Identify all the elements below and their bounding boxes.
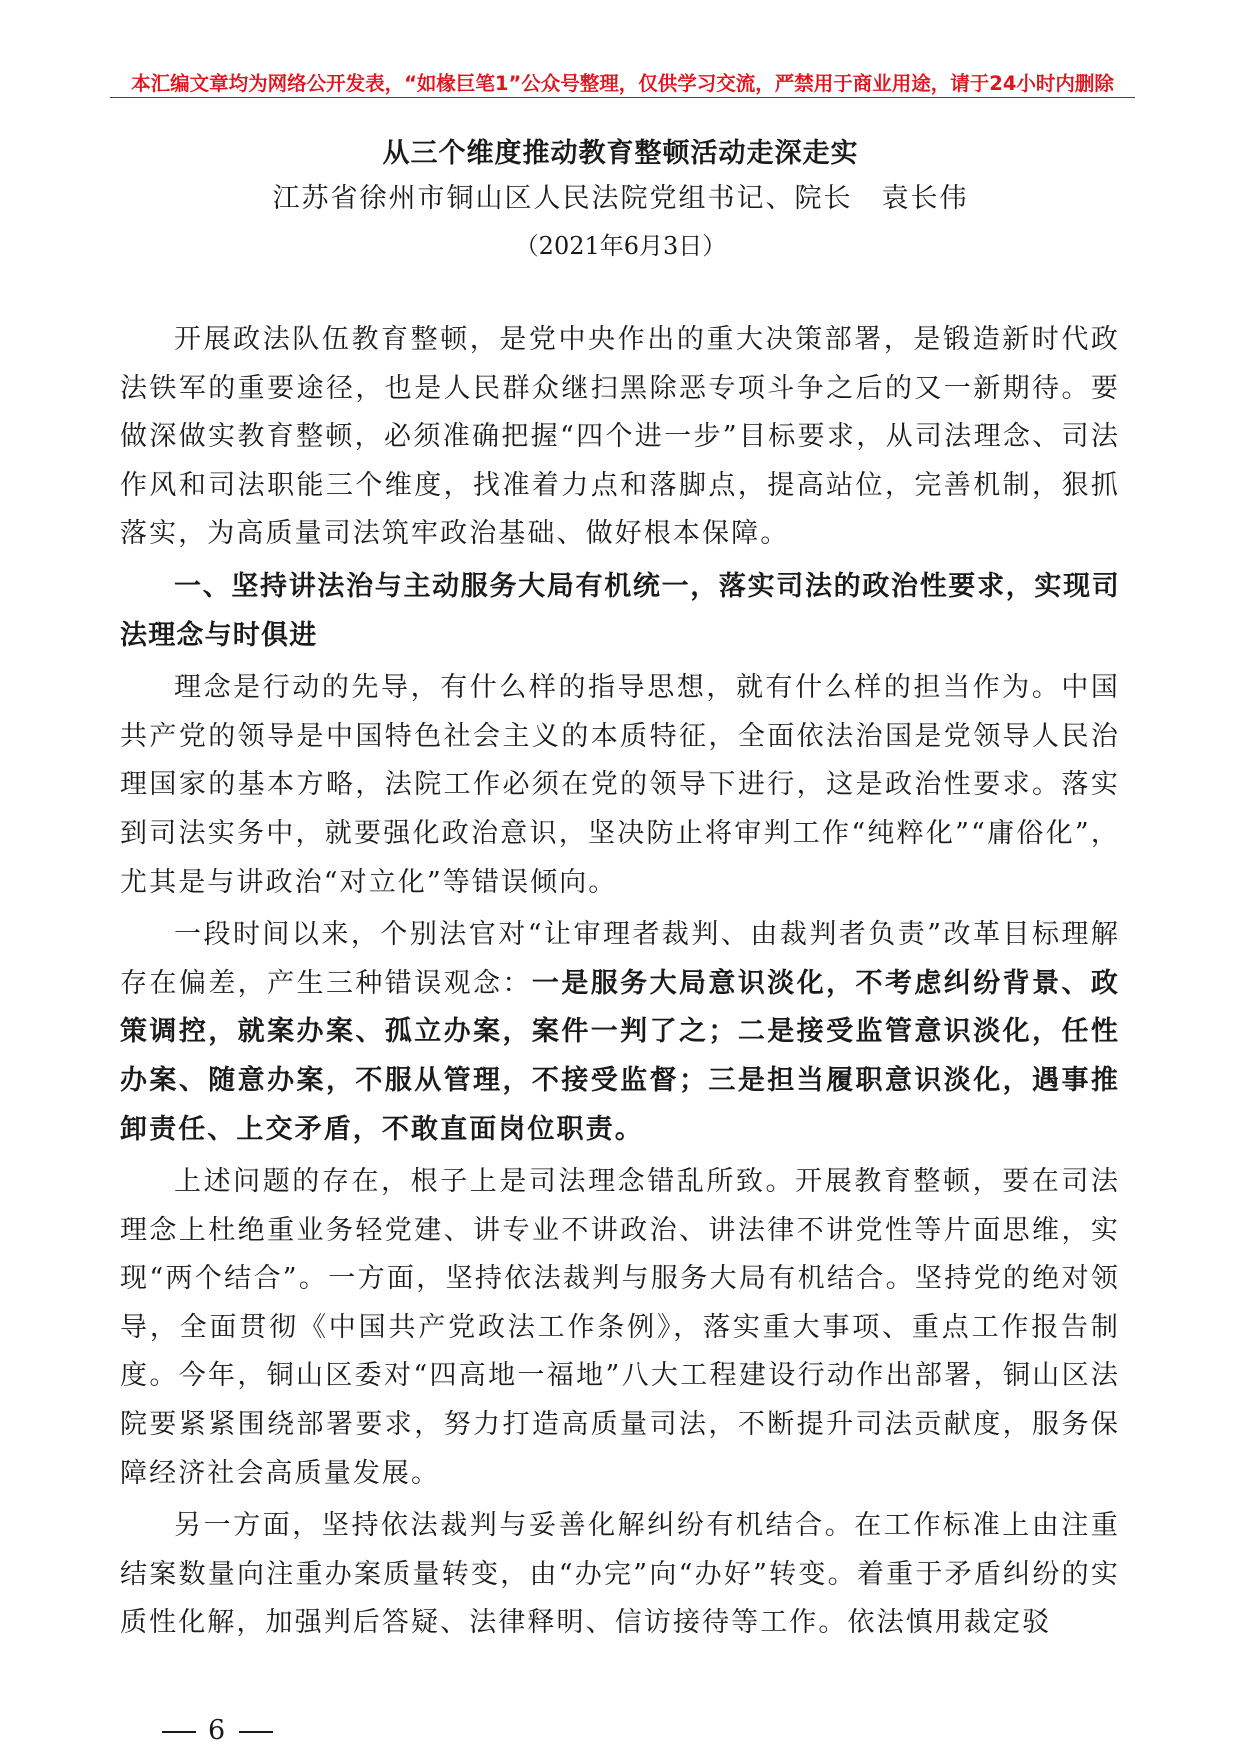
article-body [120, 316, 1120, 1652]
paragraph-misconceptions-bold: 一是服务大局意识淡化，不考虑纠纷背景、政策调控，就案办案、孤立办案，案件一判了之；二是接受监管意识淡化，任性办案、随意办案，不服从管理，不接受监督；三是担当履职意识淡化，遇事推卸责任、上交矛盾，不敢直面岗位职责。 [120, 967, 1121, 1145]
article-title: 从三个维度推动教育整顿活动走深走实 [382, 138, 859, 169]
paragraph-misconceptions-lead: 一段时间以来，个别法官对“让审理者裁判、由裁判者负责”改革目标理解存在偏差，产生三种错误观念： [120, 919, 1120, 999]
paragraph-intro: 开展政法队伍教育整顿，是党中央作出的重大决策部署，是锻造新时代政法铁军的重要途径，也是人民群众继扫黑除恶专项斗争之后的又一新期待。要做深做实教育整顿，必须准确把握“四个进一步”目标要求，从司法理念、司法作风和司法职能三个维度，找准着力点和落脚点，提高站位，完善机制，狠抓落实，为高质量司法筑牢政治基础、做好根本保障。 [120, 324, 1120, 550]
notice-divider [110, 97, 1135, 98]
page-number: 6 [208, 1715, 228, 1746]
article-date: （2021年6月3日） [514, 232, 727, 260]
paragraph-two-combinations: 上述问题的存在，根子上是司法理念错乱所致。开展教育整顿，要在司法理念上杜绝重业务轻党建、讲专业不讲政治、讲法律不讲党性等片面思维，实现“两个结合”。一方面，坚持依法裁判与服务大局有机结合。坚持党的绝对领导，全面贯彻《中国共产党政法工作条例》，落实重大事项、重点工作报告制度。今年，铜山区委对“四高地一福地”八大工程建设行动作出部署，铜山区法院要紧紧围绕部署要求，努力打造高质量司法，不断提升司法贡献度，服务保障经济社会高质量发展。 [120, 1166, 1120, 1489]
footer-dash-right [239, 1731, 273, 1733]
article-author: 江苏省徐州市铜山区人民法院党组书记、院长 袁长伟 [272, 183, 969, 214]
paragraph-dispute-resolution: 另一方面，坚持依法裁判与妥善化解纠纷有机结合。在工作标准上由注重结案数量向注重办案质量转变，由“办完”向“办好”转变。着重于矛盾纠纷的实质性化解，加强判后答疑、法律释明、信访接待等工作。依法慎用裁定驳 [120, 1510, 1120, 1639]
section-heading-1: 一、坚持讲法治与主动服务大局有机统一，落实司法的政治性要求，实现司法理念与时俱进 [120, 570, 1120, 651]
page-footer [150, 1715, 285, 1746]
footer-dash-left [162, 1731, 196, 1733]
paragraph-concept: 理念是行动的先导，有什么样的指导思想，就有什么样的担当作为。中国共产党的领导是中国特色社会主义的本质特征，全面依法治国是党领导人民治理国家的基本方略，法院工作必须在党的领导下进行，这是政治性要求。落实到司法实务中，就要强化政治意识，坚决防止将审判工作“纯粹化”“庸俗化”，尤其是与讲政治“对立化”等错误倾向。 [120, 672, 1120, 898]
paragraph-misconceptions [120, 911, 1120, 1154]
copyright-notice: 本汇编文章均为网络公开发表，“如椽巨笔1”公众号整理，仅供学习交流，严禁用于商业用途，请于24小时内删除 [131, 72, 1114, 95]
